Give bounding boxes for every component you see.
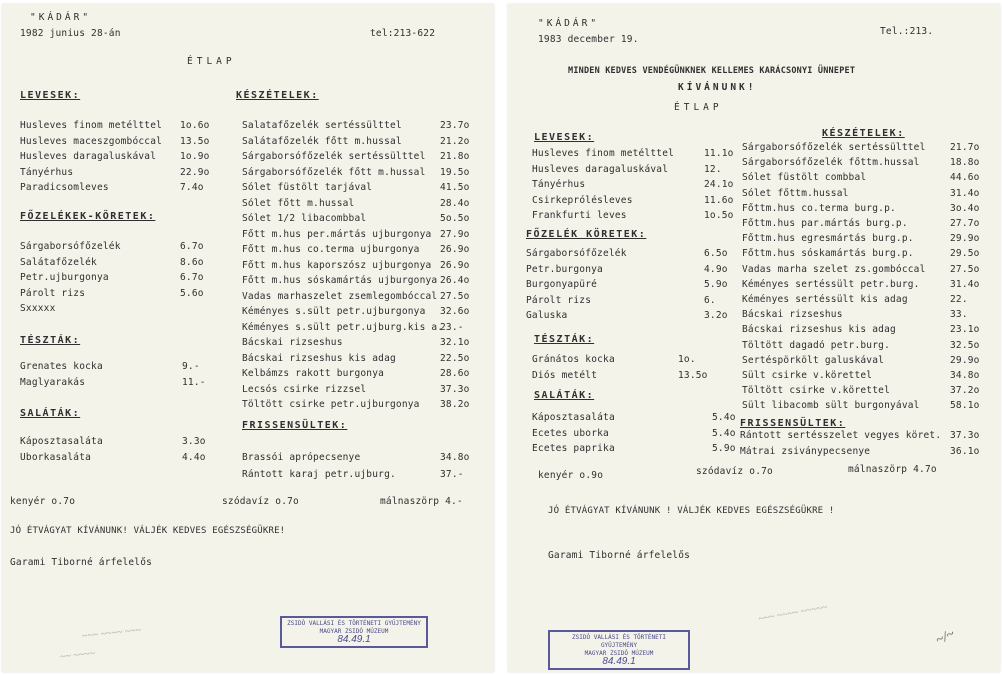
menu-item-name: Galuska	[526, 310, 568, 321]
menu-item-price: 6.7o	[180, 272, 204, 283]
menu-item-price: 8.6o	[180, 256, 204, 268]
section-dishes-heading: KÉSZÉTELEK:	[236, 90, 319, 101]
pencil-scribble-2: ~~ ~~~~	[59, 648, 96, 663]
menu-item-price: 3.2o	[704, 310, 728, 321]
menu-item-name: Sárgaborsófőzelék főtt m.hussal	[242, 166, 426, 178]
menu-item-price: 6.	[704, 294, 716, 306]
menu-item-name: Tányérhus	[20, 166, 74, 178]
menu-item-name: Bácskai rizseshus	[242, 337, 343, 348]
menu-item-price: 27.5o	[440, 290, 470, 302]
menu-title: ÉTLAP	[187, 56, 236, 67]
menu-item-name: Párolt rizs	[20, 287, 86, 299]
menu-item-price: 3.3o	[182, 436, 206, 447]
menu-item-name: Lecsós csirke rizzsel	[242, 383, 367, 395]
menu-item-price: 26.4o	[440, 275, 470, 286]
menu-item-price: 3o.4o	[950, 202, 980, 214]
restaurant-name: "KÁDÁR"	[30, 12, 92, 23]
menu-item-price: 5o.5o	[440, 213, 470, 224]
menu-item-name: Főttm.hus egresmártás burg.p.	[742, 233, 914, 245]
menu-item-price: 32.6o	[440, 306, 470, 317]
stamp-line-1: ZSIDÓ VALLÁSI ÉS TÖRTÉNETI GYŰJTEMÉNY	[572, 634, 666, 649]
menu-item-price: 4.9o	[704, 263, 728, 275]
section-soups-heading: LEVESEK:	[534, 132, 595, 143]
section-pasta-heading: TÉSZTÁK:	[534, 334, 595, 345]
menu-item-name: Sólet füstölt tarjával	[242, 182, 373, 193]
menu-item-name: Grenates kocka	[20, 361, 103, 372]
menu-item-price: 29.5o	[950, 248, 980, 260]
menu-item-name: Főtt m.hus kaporszósz ujburgonya	[242, 259, 432, 271]
menu-item-name: Maglyarakás	[20, 376, 86, 388]
section-salads-heading: SALÁTÁK:	[534, 390, 595, 401]
menu-item-name: Bácskai rizseshus	[742, 309, 843, 321]
menu-item-name: Sertéspörkölt galuskával	[742, 354, 885, 366]
menu-item-price: 1o.6o	[180, 120, 210, 131]
menu-item-price: 37.3o	[950, 430, 980, 441]
menu-item-price: 58.1o	[950, 400, 980, 412]
menu-item-name: Salátafőzelék főtt m.hussal	[242, 135, 402, 147]
menu-item-price: 5.4o	[712, 412, 736, 423]
restaurant-name: "KÁDÁR"	[538, 18, 600, 29]
section-sides-heading: FŐZELÉKEK-KÖRETEK:	[20, 211, 156, 222]
menu-item-price: 23.1o	[950, 324, 980, 336]
menu-item-price: 21.8o	[440, 151, 470, 162]
menu-item-name: Főtt m.hus co.terma ujburgonya	[242, 244, 420, 255]
menu-item-name: Sárgaborsófőzelék sertéssülttel	[742, 142, 926, 153]
menu-item-name: Salatafőzelék sertéssülttel	[242, 120, 402, 131]
menu-item-name: Rántott karaj petr.ujburg.	[242, 469, 396, 480]
section-salads-heading: SALÁTÁK:	[20, 408, 81, 419]
menu-item-name: Diós metélt	[532, 369, 598, 381]
menu-item-price: 19.5o	[440, 166, 470, 178]
menu-item-name: Salátafőzelék	[20, 256, 97, 268]
menu-item-name: Sült csirke v.körettel	[742, 370, 873, 381]
menu-item-name: Gránátos kocka	[532, 354, 615, 365]
menu-item-price: 5.4o	[712, 427, 736, 439]
menu-item-price: 24.1o	[704, 179, 734, 190]
syrup-price: málnaszörp 4.-	[380, 496, 463, 507]
menu-item-name: Bácskai rizseshus kis adag	[742, 324, 896, 336]
menu-item-price: 34.8o	[950, 370, 980, 381]
menu-item-price: 21.2o	[440, 135, 470, 147]
menu-item-name: Paradicsomleves	[20, 182, 109, 193]
menu-item-name: Főtt m.hus sóskamártás ujburgonya	[242, 275, 438, 286]
menu-item-price: 11.6o	[704, 194, 734, 206]
menu-item-name: Kéményes sertéssült kis adag	[742, 294, 908, 305]
menu-item-name: Husleves finom metélttel	[532, 148, 675, 159]
menu-item-price: 18.8o	[950, 157, 980, 169]
section-dishes-heading: KÉSZÉTELEK:	[822, 128, 905, 139]
menu-item-price: 13.5o	[180, 135, 210, 147]
soda-price: szódavíz o.7o	[696, 466, 773, 477]
menu-item-price: 32.5o	[950, 339, 980, 351]
menu-item-name: Mátrai zsiványpecsenye	[740, 445, 871, 457]
christmas-greeting: MINDEN KEDVES VENDÉGÜNKNEK KELLEMES KARÁCSONYI ÜNNEPET	[568, 66, 856, 76]
menu-item-price: 1o.5o	[704, 210, 734, 221]
stamp-line-1: ZSIDÓ VALLÁSI ÉS TÖRTÉNETI GYŰJTEMÉNY	[287, 620, 421, 627]
menu-item-name: Husleves daragaluskával	[20, 151, 157, 162]
menu-item-price: 1o.9o	[180, 151, 210, 162]
menu-item-name: Husleves daragaluskával	[532, 163, 669, 175]
section-pasta-heading: TÉSZTÁK:	[20, 335, 81, 346]
menu-item-name: Töltött csirke v.körettel	[742, 385, 890, 397]
menu-item-name: Sárgaborsófőzelék sertéssülttel	[242, 151, 426, 162]
menu-item-price: 22.9o	[180, 166, 210, 178]
menu-item-price: 28.6o	[440, 368, 470, 379]
menu-item-price: 27.5o	[950, 263, 980, 275]
menu-item-name: Sxxxxx	[20, 303, 56, 314]
menu-item-price: 6.7o	[180, 241, 204, 252]
stamp-line-2: MAGYAR ZSIDÓ MÚZEUM	[319, 628, 389, 635]
menu-item-name: Uborkasaláta	[20, 451, 92, 463]
menu-item-name: Husleves finom metélttel	[20, 120, 163, 131]
menu-title: ÉTLAP	[674, 102, 723, 113]
section-fried-heading: FRISSENSÜLTEK:	[242, 420, 348, 431]
bon-appetit: JÓ ÉTVÁGYAT KÍVÁNUNK! VÁLJÉK KEDVES EGÉSZSÉGÜKRE!	[10, 526, 286, 536]
museum-stamp	[280, 616, 428, 648]
menu-item-name: Burgonyapüré	[526, 279, 598, 290]
menu-item-price: 34.8o	[440, 452, 470, 463]
menu-item-price: 13.5o	[678, 369, 708, 381]
menu-item-name: Rántott sertésszelet vegyes köret.	[740, 430, 942, 441]
handwritten-signature: ~/~	[933, 626, 958, 649]
menu-item-price: 5.6o	[180, 287, 204, 299]
menu-item-price: 37.3o	[440, 383, 470, 395]
menu-item-price: 26.9o	[440, 244, 470, 255]
menu-item-price: 6.5o	[704, 248, 728, 259]
menu-item-price: 5.9o	[704, 279, 728, 290]
stamp-number: 84.49.1	[337, 634, 371, 645]
menu-item-price: 33.	[950, 309, 968, 321]
menu-item-name: Vadas marhaszelet zsemlegombóccal	[242, 290, 438, 302]
menu-item-name: Sólet 1/2 libacombbal	[242, 213, 367, 224]
pencil-scribble: ~~~ ~~~~ ~~~~~	[757, 602, 829, 625]
menu-sheet-1983	[508, 4, 1000, 672]
menu-item-price: 31.4o	[950, 278, 980, 290]
menu-item-name: Petr.burgonya	[526, 263, 603, 275]
syrup-price: málnaszörp 4.7o	[848, 464, 937, 475]
menu-item-name: Töltött dagadó petr.burg.	[742, 339, 890, 351]
menu-item-name: Kéményes s.sült petr.ujburgonya	[242, 306, 426, 317]
menu-item-price: 28.4o	[440, 197, 470, 209]
section-soups-heading: LEVESEK:	[20, 90, 81, 101]
menu-item-price: 12.	[704, 163, 722, 175]
menu-item-name: Brassói aprópecsenye	[242, 452, 361, 463]
menu-item-price: 27.7o	[950, 218, 980, 229]
menu-item-price: 37.2o	[950, 385, 980, 397]
pencil-scribble: ~~~ ~~~~ ~~~	[81, 624, 142, 643]
section-fried-heading: FRISSENSÜLTEK:	[740, 418, 846, 429]
menu-item-name: Sólet füstölt combbal	[742, 172, 867, 184]
menu-item-name: Kelbámzs rakott burgonya	[242, 368, 385, 379]
menu-item-price: 11.1o	[704, 148, 734, 159]
menu-item-name: Sárgaborsófőzelék főttm.hussal	[742, 157, 920, 169]
menu-item-name: Töltött csirke petr.ujburgonya	[242, 399, 420, 410]
menu-item-price: 5.9o	[712, 443, 736, 454]
menu-item-price: 23.7o	[440, 120, 470, 131]
menu-item-price: 31.4o	[950, 187, 980, 199]
museum-stamp	[548, 630, 690, 670]
bread-price: kenyér o.7o	[10, 496, 76, 507]
soda-price: szódavíz o.7o	[222, 496, 299, 507]
menu-item-name: Főttm.hus par.mártás burg.p.	[742, 218, 908, 229]
menu-item-price: 29.9o	[950, 233, 980, 245]
menu-item-name: Husleves maceszgombóccal	[20, 135, 163, 147]
menu-item-price: 22.5o	[440, 352, 470, 364]
menu-item-name: Bácskai rizseshus kis adag	[242, 352, 396, 364]
phone-number: tel:213-622	[370, 28, 436, 39]
menu-item-name: Kéményes s.sült petr.ujburg.kis a.	[242, 321, 444, 333]
menu-item-name: Ecetes uborka	[532, 427, 609, 439]
phone-number: Tel.:213.	[880, 26, 934, 37]
menu-item-price: 7.4o	[180, 182, 204, 193]
menu-item-price: 22.	[950, 294, 968, 305]
menu-item-price: 32.1o	[440, 337, 470, 348]
christmas-greeting-2: KÍVÁNUNK!	[678, 82, 757, 93]
menu-item-price: 41.5o	[440, 182, 470, 193]
menu-item-name: Főttm.hus sóskamártás burg.p.	[742, 248, 914, 260]
signature-line: Garami Tiborné árfelelős	[10, 557, 153, 568]
menu-item-price: 21.7o	[950, 142, 980, 153]
bread-price: kenyér o.9o	[538, 470, 604, 481]
menu-item-name: Csirkeprólésleves	[532, 194, 633, 206]
menu-item-name: Főtt m.hus per.mártás ujburgonya	[242, 228, 432, 240]
menu-item-name: Sólet főtt m.hussal	[242, 197, 355, 209]
signature-line: Garami Tiborné árfelelős	[548, 550, 691, 561]
menu-item-price: 11.-	[182, 376, 206, 388]
stamp-line-2: MAGYAR ZSIDÓ MÚZEUM	[584, 650, 654, 657]
menu-item-price: 4.4o	[182, 451, 206, 463]
stamp-number: 84.49.1	[602, 656, 636, 667]
menu-date: 1983 december 19.	[538, 34, 639, 45]
menu-item-price: 26.9o	[440, 259, 470, 271]
menu-item-price: 1o.	[678, 354, 696, 365]
menu-item-name: Vadas marha szelet zs.gombóccal	[742, 263, 926, 275]
menu-item-price: 44.6o	[950, 172, 980, 184]
menu-item-price: 27.9o	[440, 228, 470, 240]
section-sides-heading: FŐZELÉK KÖRETEK:	[526, 229, 647, 240]
menu-item-name: Tányérhus	[532, 179, 586, 190]
menu-item-name: Petr.ujburgonya	[20, 272, 109, 283]
menu-item-name: Kéményes sertéssült petr.burg.	[742, 278, 920, 290]
menu-item-name: Káposztasaláta	[20, 436, 103, 447]
menu-item-name: Párolt rizs	[526, 294, 592, 306]
menu-item-name: Sárgaborsófőzelék	[526, 248, 627, 259]
menu-item-name: Ecetes paprika	[532, 443, 615, 454]
menu-item-name: Frankfurti leves	[532, 210, 627, 221]
menu-item-price: 38.2o	[440, 399, 470, 410]
menu-item-price: 23.-	[440, 321, 464, 333]
menu-item-name: Sárgaborsófőzelék	[20, 241, 121, 252]
menu-item-price: 36.1o	[950, 445, 980, 457]
menu-item-name: Káposztasaláta	[532, 412, 615, 423]
menu-item-price: 37.-	[440, 469, 464, 480]
menu-sheet-1982	[2, 4, 494, 672]
menu-item-name: Sólet főttm.hussal	[742, 187, 849, 199]
menu-item-price: 29.9o	[950, 354, 980, 366]
menu-item-name: Főttm.hus co.terma burg.p.	[742, 202, 896, 214]
menu-date: 1982 junius 28-án	[20, 28, 121, 39]
menu-item-name: Sült libacomb sült burgonyával	[742, 400, 920, 412]
bon-appetit: JÓ ÉTVÁGYAT KÍVÁNUNK ! VÁLJÉK KEDVES EGÉSZSÉGÜKRE !	[548, 506, 835, 516]
menu-item-price: 9.-	[182, 361, 200, 372]
